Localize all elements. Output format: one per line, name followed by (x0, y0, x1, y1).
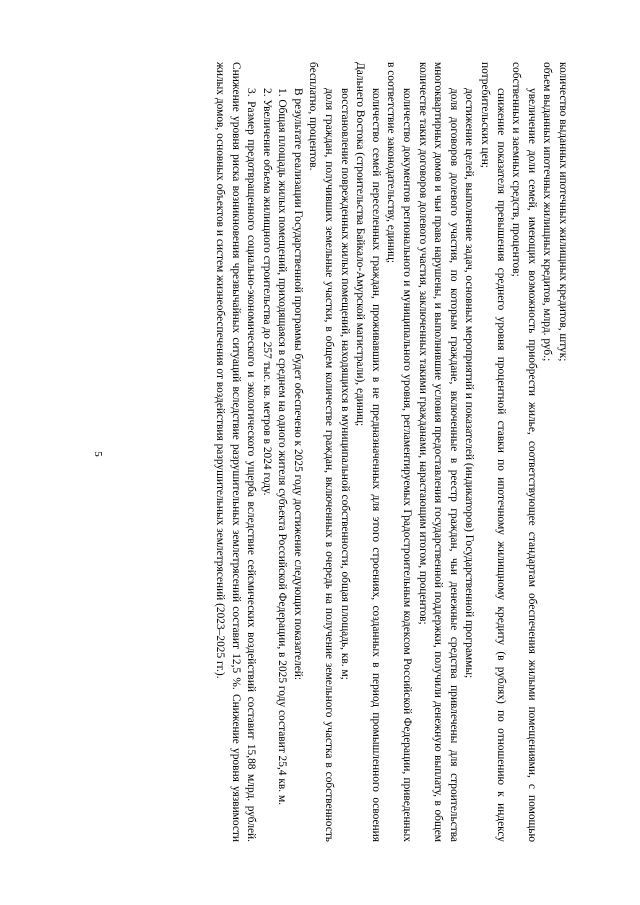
paragraph-resettled-families: количество семей переселенных граждан, проживавших в не предназначенных для этого строениях, созданных в период промышленного освоения Дальнего Востока (строительства Байкало-Амурской магистрали), единиц; (354, 62, 382, 842)
paragraph-result-3: 3. Размер предотвращенного социально-экономического и экологического ущерба вследствие сейсмических воздействий составит 15,88 млрд. рублей. Снижение уровня риска возникновения чрезвычайных ситуаций вследствие разрушительных землетрясений составит 12,5 %. Снижение уровня уязвимости жилых домов, основных объектов и систем жизнеобеспечения от воздействия разрушительных землетрясений (2023–2025 гг.). (213, 62, 258, 842)
paragraph-land-plots: доля граждан, получивших земельные участки, в общем количестве граждан, включенных в очередь на получение земельного участка в собственность бесплатно, процентов. (307, 62, 336, 842)
paragraph-documents-count: количество документов регионального и муниципального уровня, регламентируемых Градостроительным кодексом Российской Федерации, приведенных в соответствие законодательству, единиц; (385, 62, 414, 842)
paragraph-shared-construction: доля договоров долевого участия, по которым граждане, включенные в реестр граждан, чьи денежные средства привлечены для строительства многоквартирных домов и чьи права нарушены, и выполнившие условия предоставления государственной поддержки, получили денежную выплату, в общем количестве таких договоров долевого участия, заключенных такими гражданами, нарастающим итогом, процентов; (416, 62, 460, 842)
paragraph-program-goals: достижение целей, выполнение задач, основных мероприятий и показателей (индикаторов) Государственной программы; (463, 88, 476, 679)
paragraph-restored-housing: восстановление поврежденных жилых помещений, находящихся в муниципальной собственности, общая площадь, кв. м; (338, 88, 351, 680)
paragraph-result-2: 2. Увеличение объема жилищного строительства до 257 тыс. кв. метров в 2024 году. (260, 88, 273, 496)
document-body (110, 62, 570, 842)
paragraph-families-share: увеличение доли семей, имеющих возможность приобрести жилье, соответствующее стандартам обеспечения жилыми помещениями, с помощью собственных и заемных средств, процентов; (510, 62, 538, 842)
paragraph-results-intro: В результате реализации Государственной программы будет обеспечено к 2025 году достижение следующих показателей: (291, 88, 304, 681)
paragraph-mortgage-count: количество выданных ипотечных жилищных кредитов, штук; (557, 62, 569, 362)
paragraph-interest-rate: снижение показателя превышения среднего уровня процентной ставки по ипотечному жилищному кредиту (в рублях) по отношению к индексу потребительских цен; (479, 62, 507, 842)
page-number: 5 (92, 451, 104, 457)
paragraph-mortgage-volume: объем выданных ипотечных жилищных кредитов, млрд. руб.; (541, 62, 554, 362)
paragraph-result-1: 1. Общая площадь жилых помещений, приходящаяся в среднем на одного жителя субъекта Российской Федерации, в 2025 году составит 25,4 кв. м. (276, 88, 289, 805)
